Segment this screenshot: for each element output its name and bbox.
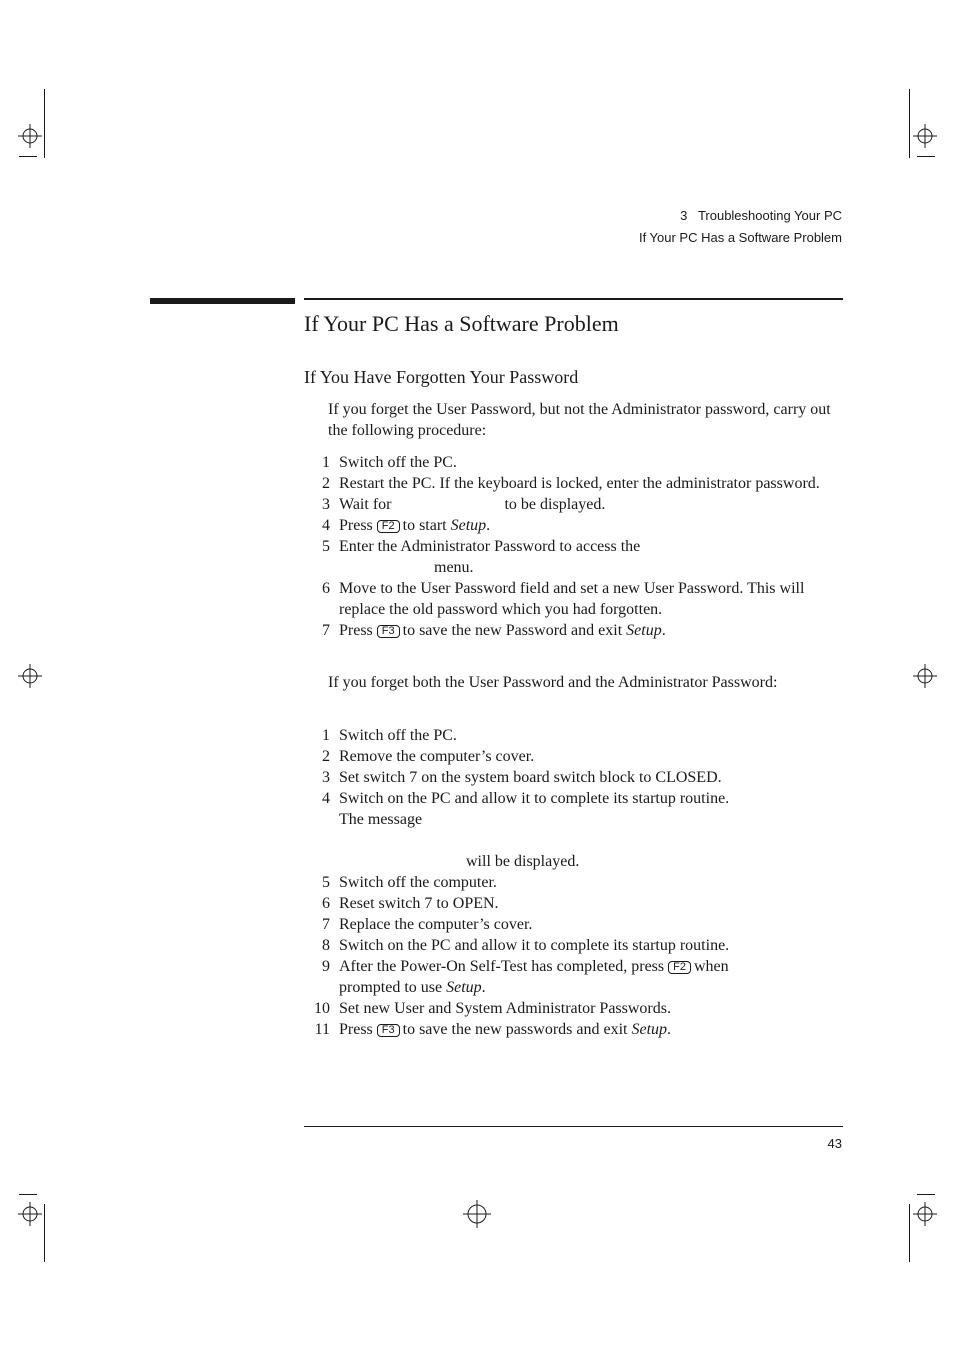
- setup-term: Setup: [626, 622, 662, 639]
- list-text: Press: [339, 1021, 373, 1038]
- list-item: [305, 788, 850, 872]
- list-text: Remove the computer’s cover.: [339, 748, 535, 765]
- registration-mark-icon: [913, 664, 937, 688]
- list-text: Switch on the PC and allow it to complete its startup routine.: [339, 790, 730, 807]
- list-item: [305, 494, 850, 515]
- crop-mark: [909, 1204, 910, 1262]
- list-item: [305, 998, 850, 1019]
- list-item: [305, 536, 850, 578]
- list-text: Set new User and System Administrator Passwords.: [339, 1000, 671, 1017]
- list-text: prompted to use: [339, 979, 443, 996]
- list-item: [305, 893, 850, 914]
- setup-term: Setup: [446, 979, 482, 996]
- list-text: Move to the User Password field and set a new User Password. This will replace the old password which you had forgotten.: [339, 580, 805, 618]
- f2-key-icon: F2: [668, 961, 691, 974]
- crop-mark: [19, 1194, 37, 1195]
- list-number: 1: [322, 727, 330, 744]
- list-item: [305, 1019, 850, 1040]
- list-item: [305, 746, 850, 767]
- crop-mark: [44, 1204, 45, 1262]
- f3-key-icon: F3: [377, 625, 400, 638]
- f2-key-icon: F2: [377, 520, 400, 533]
- list-text: to be displayed.: [504, 496, 606, 513]
- list-text: Switch on the PC and allow it to complete its startup routine.: [339, 937, 730, 954]
- list-text: Wait for: [339, 496, 392, 513]
- list-number: 6: [322, 580, 330, 597]
- list-number: 3: [322, 769, 330, 786]
- registration-mark-icon: [18, 664, 42, 688]
- list-number: 11: [314, 1021, 330, 1038]
- setup-term: Setup: [450, 517, 487, 534]
- crop-mark: [19, 156, 37, 157]
- list-item: [305, 914, 850, 935]
- list-item: [305, 515, 850, 536]
- list-number: 7: [322, 916, 330, 933]
- list-text: Restart the PC. If the keyboard is locked, enter the administrator password.: [339, 475, 820, 492]
- list-text: .: [481, 979, 486, 996]
- procedure-list-1: [305, 452, 850, 641]
- f3-key-icon: F3: [377, 1024, 400, 1037]
- procedure-list-2: [305, 725, 850, 1040]
- list-number: 4: [322, 790, 330, 807]
- list-text: Set switch 7 on the system board switch block to CLOSED.: [339, 769, 722, 786]
- list-text: Switch off the computer.: [339, 874, 497, 891]
- list-item: [305, 935, 850, 956]
- footer-rule: [304, 1126, 843, 1127]
- list-text: Reset switch 7 to OPEN.: [339, 895, 499, 912]
- registration-mark-icon: [463, 1200, 491, 1228]
- crop-mark: [917, 1194, 935, 1195]
- list-text: Switch off the PC.: [339, 727, 457, 744]
- setup-term: Setup: [631, 1021, 668, 1038]
- list-text: to save the new passwords and exit: [402, 1021, 628, 1038]
- list-number: 7: [322, 622, 330, 639]
- list-item: [305, 956, 850, 998]
- list-number: 6: [322, 895, 330, 912]
- list-item: [305, 620, 850, 641]
- list-item: [305, 578, 850, 620]
- list-item: [305, 725, 850, 746]
- list-text: Press: [339, 622, 373, 639]
- list-text: .: [486, 517, 491, 534]
- crop-mark: [909, 89, 910, 158]
- intro-paragraph-2: If you forget both the User Password and the Administrator Password:: [328, 674, 778, 691]
- list-text: .: [661, 622, 666, 639]
- list-number: 2: [322, 475, 330, 492]
- list-item: [305, 872, 850, 893]
- list-text: to save the new Password and exit: [402, 622, 623, 639]
- list-text: Switch off the PC.: [339, 454, 457, 471]
- list-text: The message: [339, 811, 423, 828]
- page-title: If Your PC Has a Software Problem: [304, 311, 619, 336]
- registration-mark-icon: [913, 1202, 937, 1226]
- list-text: will be displayed.: [466, 853, 580, 870]
- list-number: 10: [314, 1000, 330, 1017]
- list-text: Replace the computer’s cover.: [339, 916, 533, 933]
- running-header-section: If Your PC Has a Software Problem: [638, 230, 842, 245]
- list-text: when: [693, 958, 729, 975]
- list-number: 8: [322, 937, 330, 954]
- registration-mark-icon: [18, 1202, 42, 1226]
- list-item: [305, 452, 850, 473]
- list-number: 1: [322, 454, 330, 471]
- list-text: to start: [402, 517, 447, 534]
- list-text: After the Power-On Self-Test has completed, press: [339, 958, 665, 975]
- list-text: menu.: [434, 559, 474, 576]
- crop-mark: [44, 89, 45, 158]
- list-number: 9: [322, 958, 330, 975]
- running-header-chapter: 3 Troubleshooting Your PC: [680, 208, 842, 223]
- crop-mark: [917, 156, 935, 157]
- list-number: 4: [322, 517, 330, 534]
- registration-mark-icon: [913, 124, 937, 148]
- list-number: 5: [322, 874, 330, 891]
- section-rule-thick: [150, 298, 295, 304]
- intro-paragraph-1: If you forget the User Password, but not the Administrator password, carry out the following procedure:: [328, 401, 831, 439]
- registration-mark-icon: [18, 124, 42, 148]
- section-subtitle: If You Have Forgotten Your Password: [304, 367, 579, 387]
- list-text: Enter the Administrator Password to access the: [339, 538, 641, 555]
- list-item: [305, 473, 850, 494]
- page-number: 43: [827, 1136, 842, 1151]
- list-number: 2: [322, 748, 330, 765]
- list-text: .: [667, 1021, 672, 1038]
- list-number: 5: [322, 538, 330, 555]
- list-number: 3: [322, 496, 330, 513]
- section-rule: [304, 298, 843, 300]
- list-item: [305, 767, 850, 788]
- list-text: Press: [339, 517, 373, 534]
